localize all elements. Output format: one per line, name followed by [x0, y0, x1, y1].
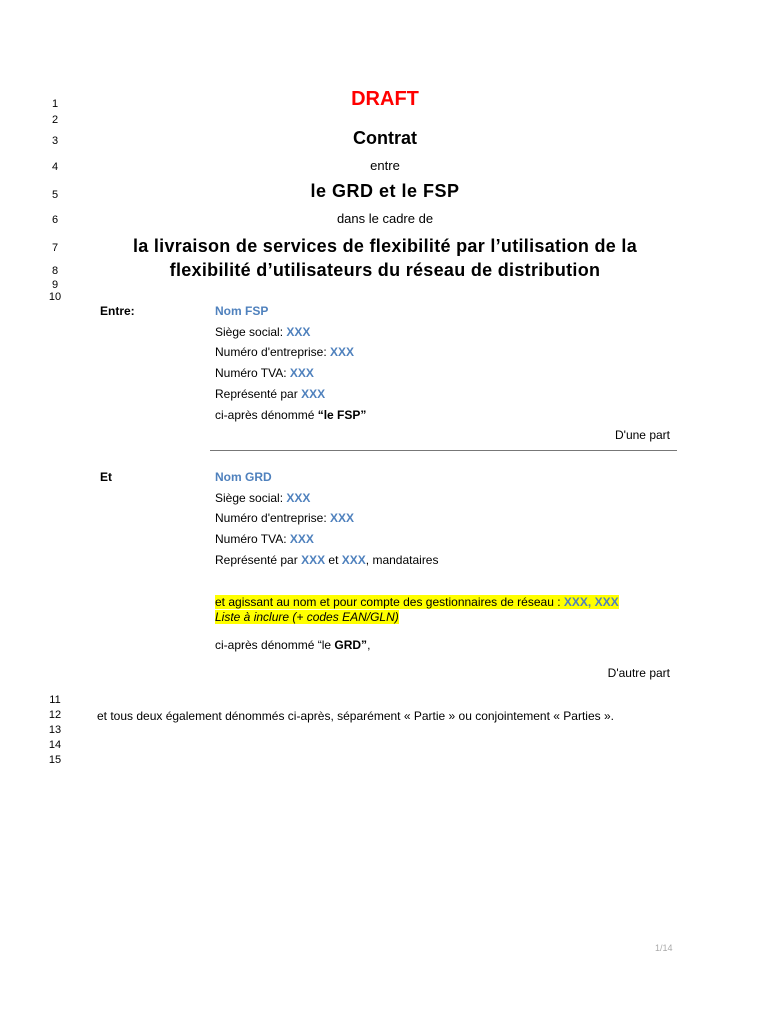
- line-number: 13: [48, 724, 62, 736]
- grd-represente-et: et: [325, 552, 342, 567]
- line-number: 1: [51, 98, 59, 110]
- line-number: 5: [51, 189, 59, 201]
- grd-part-text: D'autre part: [607, 666, 670, 680]
- grd-tva-value: XXX: [289, 532, 314, 547]
- grd-tva-label: Numéro TVA:: [215, 532, 290, 547]
- fsp-tva-value: XXX: [289, 366, 314, 381]
- entre-text: entre: [370, 158, 400, 173]
- line-number: 4: [51, 161, 59, 173]
- fsp-siege-value: XXX: [286, 324, 311, 339]
- grd-agissant-block: [215, 595, 619, 625]
- grd-represente-suffix: , mandataires: [365, 552, 439, 567]
- fsp-numero-label: Numéro d'entreprise:: [215, 345, 331, 360]
- parties-heading: le GRD et le FSP: [310, 181, 460, 201]
- contract-subject: [90, 234, 680, 282]
- page-number: 1/14: [655, 943, 673, 953]
- line-number: 12: [48, 709, 62, 721]
- line-number: 3: [51, 135, 59, 147]
- fsp-part-text: D'une part: [615, 428, 670, 442]
- fsp-denomme-value: “le FSP”: [317, 407, 367, 422]
- grd-siege-label: Siège social:: [215, 490, 287, 505]
- grd-represente-value-1: XXX: [301, 552, 326, 567]
- grd-siege-value: XXX: [286, 490, 311, 505]
- line-number: 15: [48, 754, 62, 766]
- draft-watermark-title: DRAFT: [351, 88, 419, 110]
- grd-denomme-value: GRD”: [334, 638, 368, 652]
- grd-name: Nom GRD: [215, 470, 272, 484]
- grd-denomme-suffix: ,: [367, 638, 371, 652]
- grd-represente-label: Représenté par: [215, 552, 302, 567]
- subject-line-1: la livraison de services de flexibilité par l’utilisation de la: [132, 236, 638, 256]
- line-number: 9: [51, 279, 59, 291]
- fsp-tva-label: Numéro TVA:: [215, 366, 290, 381]
- line-number: 7: [51, 242, 59, 254]
- grd-party-block: [215, 467, 438, 571]
- fsp-denomme-label: ci-après dénommé: [215, 407, 318, 422]
- grd-party-label: Et: [100, 470, 112, 484]
- grd-represente-value-2: XXX: [341, 552, 366, 567]
- line-number: 11: [49, 694, 61, 706]
- grd-agissant-text: et agissant au nom et pour compte des gestionnaires de réseau :: [215, 595, 564, 609]
- line-number: 14: [48, 739, 62, 751]
- fsp-siege-label: Siège social:: [215, 324, 287, 339]
- grd-numero-label: Numéro d'entreprise:: [215, 511, 331, 526]
- line-number: 8: [51, 265, 59, 277]
- fsp-represente-label: Représenté par: [215, 386, 302, 401]
- fsp-party-label: Entre:: [100, 304, 135, 318]
- line-number: 10: [48, 291, 62, 303]
- grd-liste-note: Liste à inclure (+ codes EAN/GLN): [215, 610, 399, 624]
- fsp-numero-value: XXX: [330, 345, 355, 360]
- line-number: 6: [51, 214, 59, 226]
- document-title: Contrat: [353, 128, 417, 148]
- closing-clause: et tous deux également dénommés ci-après, séparément « Partie » ou conjointement « Parties ».: [97, 709, 614, 723]
- grd-denomme-label: ci-après dénommé “le: [215, 638, 335, 652]
- fsp-party-block: [215, 301, 366, 425]
- fsp-name: Nom FSP: [215, 304, 269, 318]
- section-divider: [210, 450, 677, 451]
- line-number: 2: [51, 114, 59, 126]
- fsp-represente-value: XXX: [301, 386, 326, 401]
- grd-agissant-value: XXX, XXX: [563, 595, 619, 609]
- cadre-text: dans le cadre de: [336, 211, 434, 226]
- grd-numero-value: XXX: [330, 511, 355, 526]
- subject-line-2: flexibilité d’utilisateurs du réseau de distribution: [169, 260, 601, 280]
- grd-denomme-line: [215, 638, 370, 652]
